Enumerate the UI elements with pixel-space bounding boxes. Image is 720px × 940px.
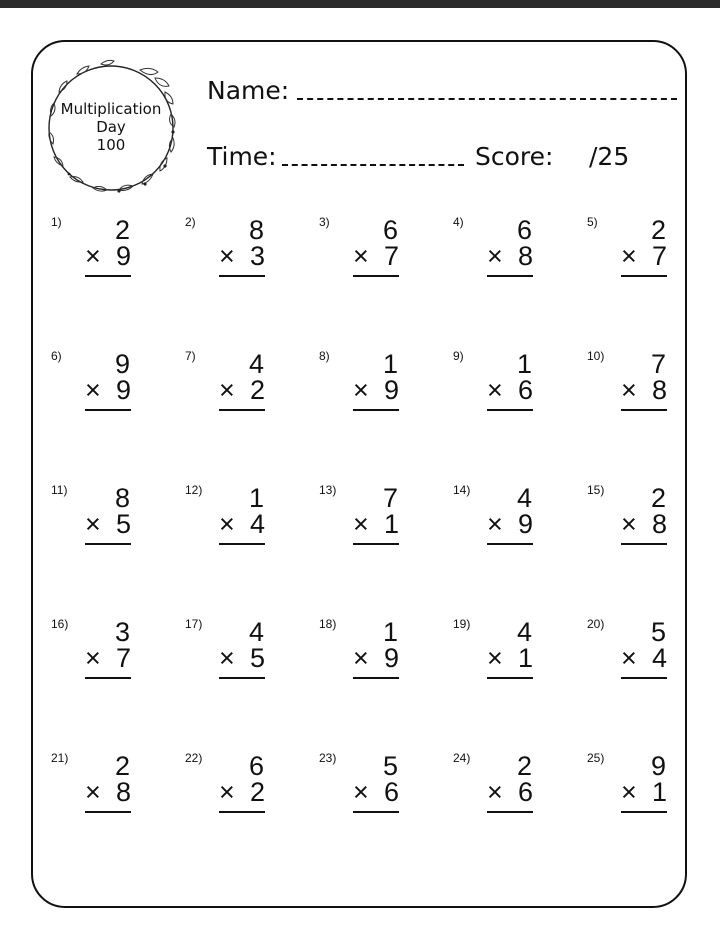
answer-line[interactable] [487, 409, 533, 411]
multiplier-row [621, 376, 667, 404]
multiplier-row [353, 242, 399, 270]
multiplicand: 2 [114, 215, 130, 245]
answer-line[interactable] [487, 811, 533, 813]
multiplier-row [487, 510, 533, 538]
answer-line[interactable] [621, 677, 667, 679]
multiplier: 8 [651, 509, 667, 539]
multiplier-row [353, 778, 399, 806]
times-sign: × [219, 643, 235, 673]
answer-line[interactable] [487, 677, 533, 679]
multiplicand: 6 [382, 215, 398, 245]
times-sign: × [219, 241, 235, 271]
problem-number: 21) [51, 751, 69, 765]
times-sign: × [219, 375, 235, 405]
answer-line[interactable] [85, 543, 131, 545]
problem-number: 4) [453, 215, 464, 229]
answer-line[interactable] [219, 543, 265, 545]
multiplier: 8 [517, 241, 533, 271]
multiplier-row [219, 510, 265, 538]
problem-18 [298, 598, 432, 730]
problem-23 [298, 732, 432, 864]
times-sign: × [85, 643, 101, 673]
problem-number: 11) [51, 483, 68, 497]
multiplier: 2 [249, 375, 265, 405]
badge-line-1: Multiplication [60, 100, 162, 118]
times-sign: × [353, 643, 369, 673]
problem-11 [30, 464, 164, 596]
multiplier: 7 [651, 241, 667, 271]
problem-number: 24) [453, 751, 471, 765]
answer-line[interactable] [353, 543, 399, 545]
times-sign: × [621, 777, 637, 807]
answer-line[interactable] [353, 275, 399, 277]
multiplier: 7 [383, 241, 399, 271]
multiplicand: 1 [516, 349, 532, 379]
multiplier-row [85, 510, 131, 538]
answer-line[interactable] [353, 677, 399, 679]
answer-line[interactable] [85, 409, 131, 411]
multiplier: 1 [517, 643, 533, 673]
time-label: Time: [207, 142, 277, 171]
multiplicand: 8 [248, 215, 264, 245]
problem-25 [566, 732, 700, 864]
answer-line[interactable] [219, 409, 265, 411]
multiplicand: 4 [516, 483, 532, 513]
multiplier-row [85, 376, 131, 404]
answer-line[interactable] [621, 811, 667, 813]
problem-number: 9) [453, 349, 464, 363]
top-bar [0, 0, 720, 8]
multiplier-row [353, 376, 399, 404]
multiplier-row [621, 644, 667, 672]
problem-16 [30, 598, 164, 730]
problem-number: 20) [587, 617, 605, 631]
problem-2 [164, 196, 298, 328]
badge-line-3: 100 [96, 136, 126, 154]
name-line[interactable] [297, 98, 677, 100]
times-sign: × [85, 241, 101, 271]
multiplicand: 9 [650, 751, 666, 781]
score-total: /25 [589, 142, 630, 171]
times-sign: × [621, 643, 637, 673]
answer-line[interactable] [219, 275, 265, 277]
multiplier: 6 [517, 375, 533, 405]
times-sign: × [219, 777, 235, 807]
times-sign: × [487, 509, 503, 539]
problem-number: 7) [185, 349, 196, 363]
answer-line[interactable] [621, 275, 667, 277]
problem-4 [432, 196, 566, 328]
multiplicand: 2 [516, 751, 532, 781]
multiplicand: 7 [650, 349, 666, 379]
answer-line[interactable] [353, 409, 399, 411]
problem-5 [566, 196, 700, 328]
multiplicand: 1 [248, 483, 264, 513]
times-sign: × [85, 375, 101, 405]
multiplier: 5 [115, 509, 131, 539]
multiplier-row [219, 242, 265, 270]
problem-number: 15) [587, 483, 605, 497]
multiplier: 1 [383, 509, 399, 539]
multiplier-row [219, 376, 265, 404]
answer-line[interactable] [219, 811, 265, 813]
answer-line[interactable] [621, 409, 667, 411]
multiplier: 6 [517, 777, 533, 807]
times-sign: × [353, 777, 369, 807]
times-sign: × [353, 375, 369, 405]
multiplicand: 2 [650, 215, 666, 245]
problem-number: 23) [319, 751, 337, 765]
problem-number: 25) [587, 751, 605, 765]
times-sign: × [353, 241, 369, 271]
badge-title [45, 100, 177, 154]
problem-7 [164, 330, 298, 462]
multiplier-row [353, 510, 399, 538]
multiplier-row [85, 242, 131, 270]
multiplicand: 7 [382, 483, 398, 513]
times-sign: × [487, 375, 503, 405]
problem-number: 10) [587, 349, 605, 363]
multiplier: 4 [651, 643, 667, 673]
problem-3 [298, 196, 432, 328]
multiplicand: 6 [248, 751, 264, 781]
multiplicand: 5 [382, 751, 398, 781]
times-sign: × [219, 509, 235, 539]
answer-line[interactable] [487, 543, 533, 545]
answer-line[interactable] [487, 275, 533, 277]
multiplier-row [487, 778, 533, 806]
badge-line-2: Day [96, 118, 126, 136]
multiplier-row [621, 778, 667, 806]
multiplier: 5 [249, 643, 265, 673]
problem-24 [432, 732, 566, 864]
times-sign: × [353, 509, 369, 539]
times-sign: × [487, 241, 503, 271]
problem-number: 14) [453, 483, 471, 497]
multiplier-row [487, 242, 533, 270]
multiplicand: 2 [650, 483, 666, 513]
answer-line[interactable] [621, 543, 667, 545]
multiplicand: 3 [114, 617, 130, 647]
problem-number: 8) [319, 349, 330, 363]
problem-number: 17) [185, 617, 203, 631]
multiplier: 6 [383, 777, 399, 807]
problem-1 [30, 196, 164, 328]
times-sign: × [621, 509, 637, 539]
problem-number: 5) [587, 215, 598, 229]
multiplier: 8 [651, 375, 667, 405]
problem-8 [298, 330, 432, 462]
problem-number: 16) [51, 617, 69, 631]
problem-22 [164, 732, 298, 864]
answer-line[interactable] [85, 811, 131, 813]
multiplier-row [85, 778, 131, 806]
problem-14 [432, 464, 566, 596]
problem-number: 19) [453, 617, 471, 631]
multiplier-row [621, 242, 667, 270]
problem-number: 3) [319, 215, 330, 229]
times-sign: × [85, 509, 101, 539]
problem-number: 13) [319, 483, 337, 497]
answer-line[interactable] [219, 677, 265, 679]
times-sign: × [621, 375, 637, 405]
day-badge [45, 58, 187, 198]
multiplier: 3 [249, 241, 265, 271]
problem-10 [566, 330, 700, 462]
multiplier: 4 [249, 509, 265, 539]
multiplier: 9 [383, 643, 399, 673]
multiplier: 7 [115, 643, 131, 673]
multiplier: 9 [383, 375, 399, 405]
multiplier: 1 [651, 777, 667, 807]
multiplier: 9 [517, 509, 533, 539]
multiplier-row [621, 510, 667, 538]
score-label: Score: [475, 142, 554, 171]
multiplier-row [353, 644, 399, 672]
answer-line[interactable] [85, 677, 131, 679]
multiplicand: 6 [516, 215, 532, 245]
times-sign: × [487, 643, 503, 673]
times-sign: × [487, 777, 503, 807]
problem-13 [298, 464, 432, 596]
problem-number: 2) [185, 215, 196, 229]
problem-number: 6) [51, 349, 62, 363]
multiplier: 9 [115, 241, 131, 271]
problem-number: 1) [51, 215, 62, 229]
problem-21 [30, 732, 164, 864]
multiplier-row [219, 778, 265, 806]
multiplicand: 1 [382, 349, 398, 379]
multiplier-row [487, 376, 533, 404]
problem-number: 22) [185, 751, 203, 765]
name-label: Name: [207, 76, 290, 105]
problem-17 [164, 598, 298, 730]
answer-line[interactable] [85, 275, 131, 277]
multiplicand: 5 [650, 617, 666, 647]
problem-6 [30, 330, 164, 462]
multiplier-row [85, 644, 131, 672]
problem-19 [432, 598, 566, 730]
multiplier: 8 [115, 777, 131, 807]
multiplier: 9 [115, 375, 131, 405]
multiplier: 2 [249, 777, 265, 807]
problem-9 [432, 330, 566, 462]
multiplier-row [219, 644, 265, 672]
multiplicand: 1 [382, 617, 398, 647]
multiplicand: 4 [248, 349, 264, 379]
multiplicand: 8 [114, 483, 130, 513]
time-line[interactable] [282, 164, 464, 166]
problem-number: 18) [319, 617, 337, 631]
answer-line[interactable] [353, 811, 399, 813]
problem-20 [566, 598, 700, 730]
problem-12 [164, 464, 298, 596]
problem-15 [566, 464, 700, 596]
multiplicand: 9 [114, 349, 130, 379]
times-sign: × [621, 241, 637, 271]
times-sign: × [85, 777, 101, 807]
multiplicand: 4 [516, 617, 532, 647]
multiplicand: 2 [114, 751, 130, 781]
multiplicand: 4 [248, 617, 264, 647]
problem-number: 12) [185, 483, 203, 497]
multiplier-row [487, 644, 533, 672]
